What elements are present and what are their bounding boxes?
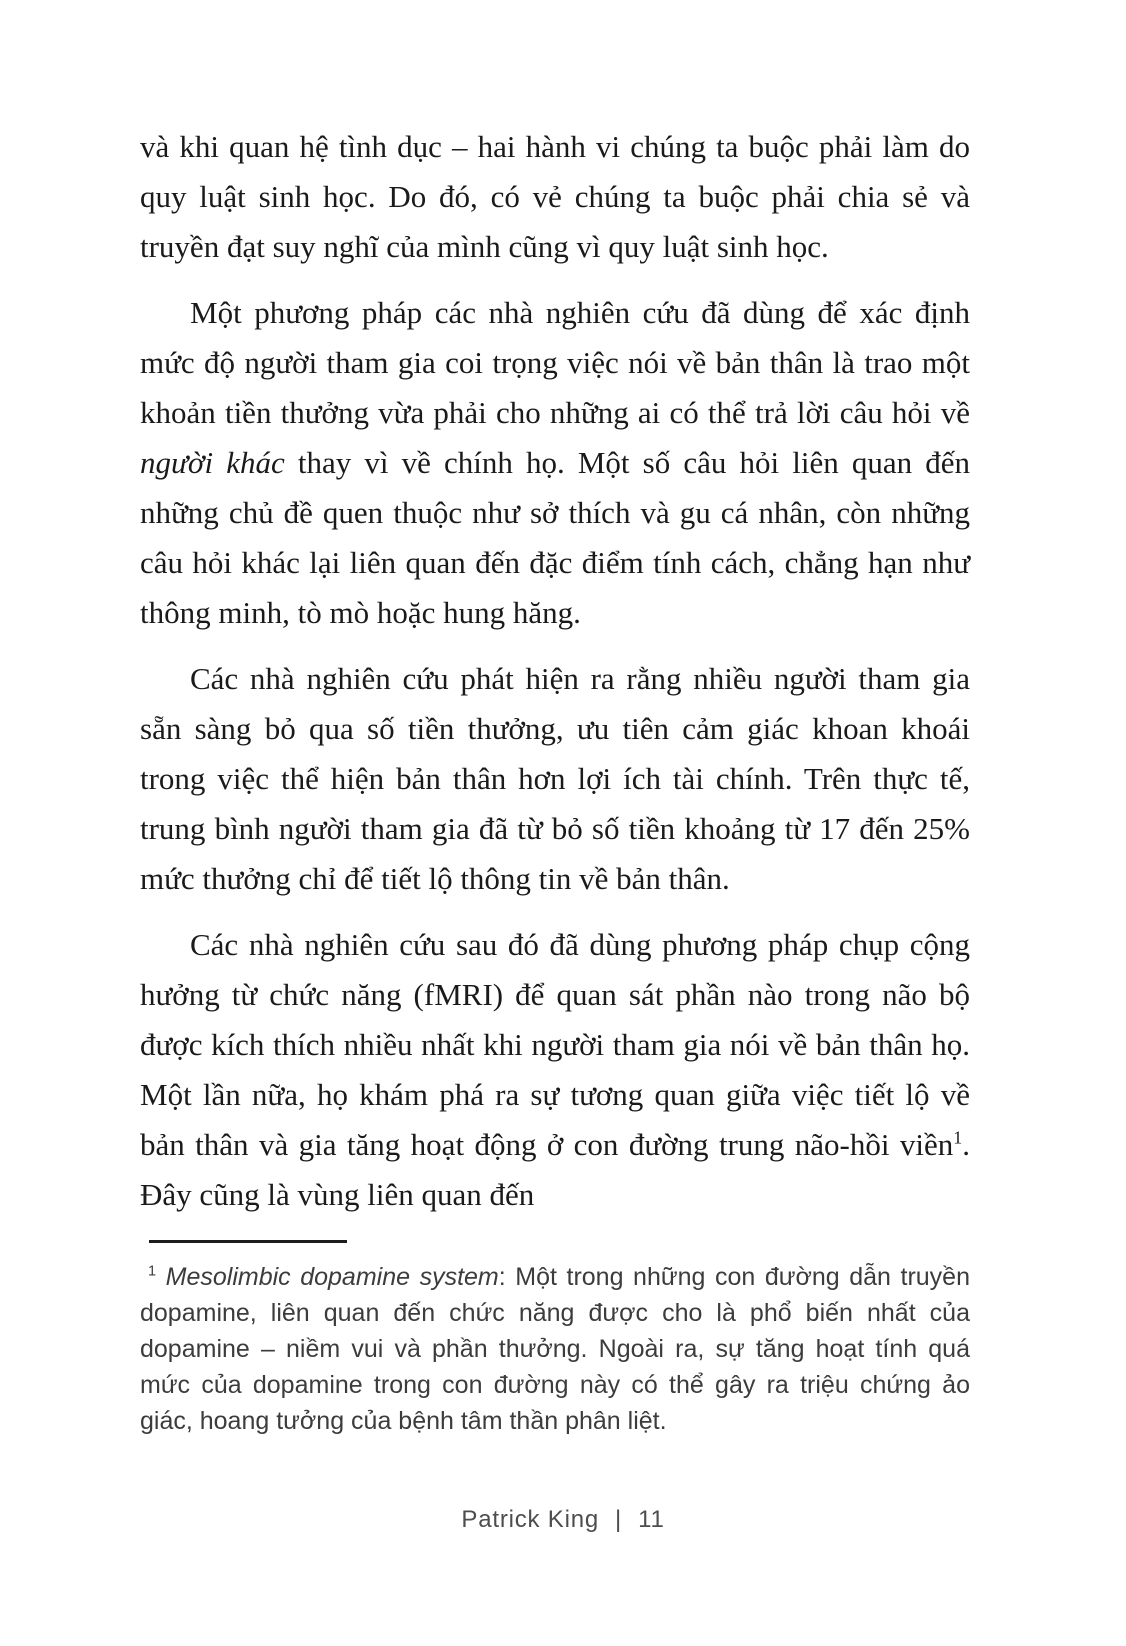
footer-author: Patrick King [461, 1506, 600, 1533]
footer-page-number: 11 [638, 1506, 665, 1533]
page-footer [0, 1506, 1126, 1534]
page-body [140, 122, 970, 1439]
footnote-text: $^1$ Mesolimbic dopamine system: Một trong những con đường dẫn truyền dopamine, liên quan đến chức năng được cho là phổ biến nhất của dopamine – niềm vui và phần thưởng. Ngoài ra, sự tăng hoạt tính quá mức của dopamine trong con đường này có thể gây ra triệu chứng ảo giác, hoang tưởng của bệnh tâm thần phân liệt. [140, 1263, 970, 1435]
body-paragraph-3: Các nhà nghiên cứu phát hiện ra rằng nhiều người tham gia sẵn sàng bỏ qua số tiền thưởng, ưu tiên cảm giác khoan khoái trong việc thể hiện bản thân hơn lợi ích tài chính. Trên thực tế, trung bình người tham gia đã từ bỏ số tiền khoảng từ 17 đến 25% mức thưởng chỉ để tiết lộ thông tin về bản thân. [140, 661, 970, 896]
body-paragraph-1: và khi quan hệ tình dục – hai hành vi chúng ta buộc phải làm do quy luật sinh học. Do đó, có vẻ chúng ta buộc phải chia sẻ và truyền đạt suy nghĩ của mình cũng vì quy luật sinh học. [140, 129, 970, 264]
body-paragraph-4: Các nhà nghiên cứu sau đó đã dùng phương pháp chụp cộng hưởng từ chức năng (fMRI) để quan sát phần nào trong não bộ được kích thích nhiều nhất khi người tham gia nói về bản thân họ. Một lần nữa, họ khám phá ra sự tương quan giữa việc tiết lộ về bản thân và gia tăng hoạt động ở con đường trung não-hồi viền$^1$. Đây cũng là vùng liên quan đến [140, 927, 970, 1212]
body-paragraph-2: Một phương pháp các nhà nghiên cứu đã dùng để xác định mức độ người tham gia coi trọng việc nói về bản thân là trao một khoản tiền thưởng vừa phải cho những ai có thể trả lời câu hỏi về người khác thay vì về chính họ. Một số câu hỏi liên quan đến những chủ đề quen thuộc như sở thích và gu cá nhân, còn những câu hỏi khác lại liên quan đến đặc điểm tính cách, chẳng hạn như thông minh, tò mò hoặc hung hăng. [140, 295, 970, 630]
footnote-divider [149, 1240, 347, 1243]
footer-separator: | [615, 1506, 623, 1533]
